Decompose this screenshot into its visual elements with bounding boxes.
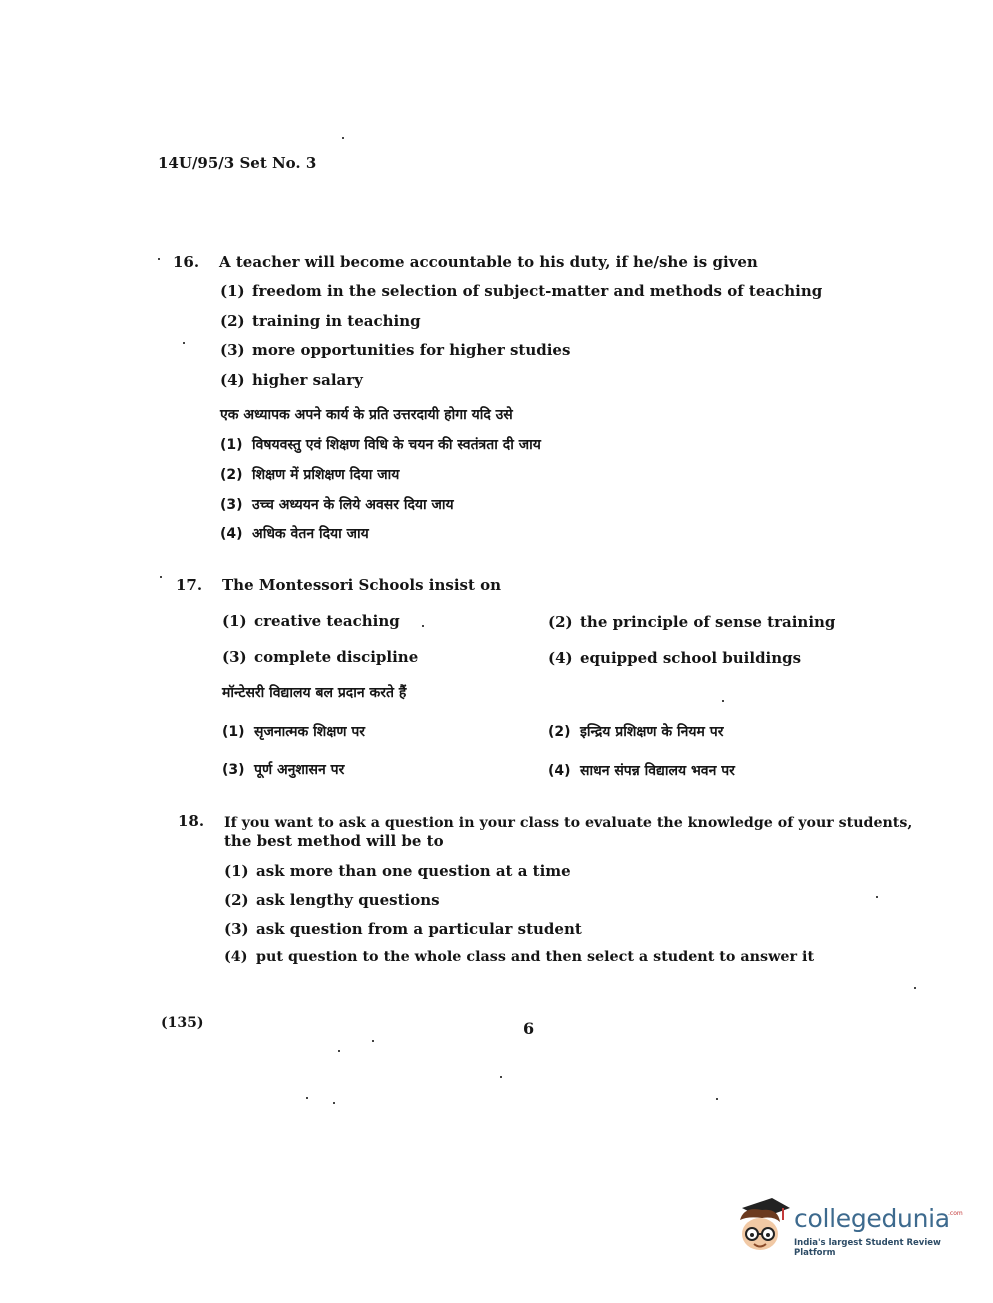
option-number: (3) <box>222 648 247 666</box>
scan-speck <box>716 1098 718 1100</box>
scan-speck <box>333 1102 335 1104</box>
option-hi <box>222 760 344 779</box>
option-number: (3) <box>224 920 249 938</box>
scan-speck <box>158 258 160 260</box>
question-number: 16. <box>173 253 200 271</box>
option-hi <box>548 722 723 741</box>
scan-speck <box>422 625 424 627</box>
option-text: higher salary <box>252 371 363 389</box>
option-text: ask lengthy questions <box>256 891 440 909</box>
option-text: more opportunities for higher studies <box>252 341 571 359</box>
option-text: put question to the whole class and then select a student to answer it <box>256 949 815 965</box>
student-mascot-icon <box>734 1196 792 1256</box>
option-text: पूर्ण अनुशासन पर <box>254 762 345 778</box>
option-number: (1) <box>222 612 247 630</box>
option-text: training in teaching <box>252 312 421 330</box>
option-number: (4) <box>220 526 243 542</box>
option-number: (2) <box>224 891 249 909</box>
scan-speck <box>338 1050 340 1052</box>
paper-code-header: 14U/95/3 Set No. 3 <box>158 154 317 172</box>
question-text-hi: एक अध्यापक अपने कार्य के प्रति उत्तरदायी होगा यदि उसे <box>220 407 513 423</box>
scan-speck <box>183 342 185 344</box>
option-text: इन्द्रिय प्रशिक्षण के नियम पर <box>580 724 724 740</box>
option-text: ask more than one question at a time <box>256 862 571 880</box>
option-en <box>548 613 835 631</box>
collegedunia-watermark <box>734 1196 964 1256</box>
option-number: (2) <box>548 613 573 631</box>
scan-speck <box>160 576 162 578</box>
option-text: ask question from a particular student <box>256 920 582 938</box>
option-text: freedom in the selection of subject-matter and methods of teaching <box>252 282 823 300</box>
option-text: complete discipline <box>254 648 419 666</box>
option-text: विषयवस्तु एवं शिक्षण विधि के चयन की स्वतंत्रता दी जाय <box>252 437 541 453</box>
option-en <box>220 371 363 389</box>
option-text: creative teaching <box>254 612 400 630</box>
option-hi <box>222 722 365 741</box>
option-number: (3) <box>220 341 245 359</box>
option-number: (4) <box>224 949 248 965</box>
question-number: 17. <box>176 576 203 594</box>
scan-speck <box>722 700 724 702</box>
option-en <box>548 649 801 667</box>
option-hi <box>220 524 369 543</box>
option-text: equipped school buildings <box>580 649 802 667</box>
option-en <box>224 949 814 965</box>
option-number: (4) <box>548 649 573 667</box>
option-number: (2) <box>220 312 245 330</box>
option-en <box>222 648 418 666</box>
option-en <box>220 312 421 330</box>
option-text: उच्च अध्ययन के लिये अवसर दिया जाय <box>252 497 454 513</box>
page-number: 6 <box>523 1019 535 1038</box>
option-number: (4) <box>548 763 571 779</box>
option-en <box>220 282 822 300</box>
question-text-en: The Montessori Schools insist on <box>222 576 502 594</box>
option-hi <box>220 435 541 454</box>
option-en <box>224 862 571 880</box>
question-text-en: If you want to ask a question in your class to evaluate the knowledge of your students, <box>224 815 913 831</box>
option-number: (1) <box>224 862 249 880</box>
scan-speck <box>342 137 344 139</box>
option-en <box>220 341 570 359</box>
brand-tagline: India's largest Student Review Platform <box>794 1238 941 1258</box>
option-text: the principle of sense training <box>580 613 836 631</box>
option-number: (1) <box>220 282 245 300</box>
brand-domain: .com <box>948 1210 963 1217</box>
footer-code: (135) <box>161 1015 204 1031</box>
option-text: सृजनात्मक शिक्षण पर <box>254 724 366 740</box>
option-hi <box>220 495 454 514</box>
question-text-hi: मॉन्टेसरी विद्यालय बल प्रदान करते हैं <box>222 685 407 701</box>
scan-speck <box>876 896 878 898</box>
option-number: (3) <box>220 497 243 513</box>
scan-speck <box>914 987 916 989</box>
question-text-en-line2: the best method will be to <box>224 832 444 850</box>
option-text: अधिक वेतन दिया जाय <box>252 526 369 542</box>
question-text-en: A teacher will become accountable to his duty, if he/she is given <box>219 253 758 271</box>
scan-speck <box>306 1097 308 1099</box>
option-text: साधन संपन्न विद्यालय भवन पर <box>580 763 735 779</box>
option-text: शिक्षण में प्रशिक्षण दिया जाय <box>252 467 400 483</box>
option-number: (4) <box>220 371 245 389</box>
option-hi <box>548 761 735 780</box>
option-en <box>222 612 400 630</box>
brand-name: collegedunia <box>794 1204 950 1233</box>
option-en <box>224 920 582 938</box>
scan-speck <box>500 1076 502 1078</box>
option-en <box>224 891 440 909</box>
option-number: (1) <box>222 724 245 740</box>
scan-speck <box>372 1040 374 1042</box>
option-number: (2) <box>548 724 571 740</box>
option-hi <box>220 465 399 484</box>
option-number: (2) <box>220 467 243 483</box>
question-number: 18. <box>178 812 205 830</box>
option-number: (3) <box>222 762 245 778</box>
option-number: (1) <box>220 437 243 453</box>
